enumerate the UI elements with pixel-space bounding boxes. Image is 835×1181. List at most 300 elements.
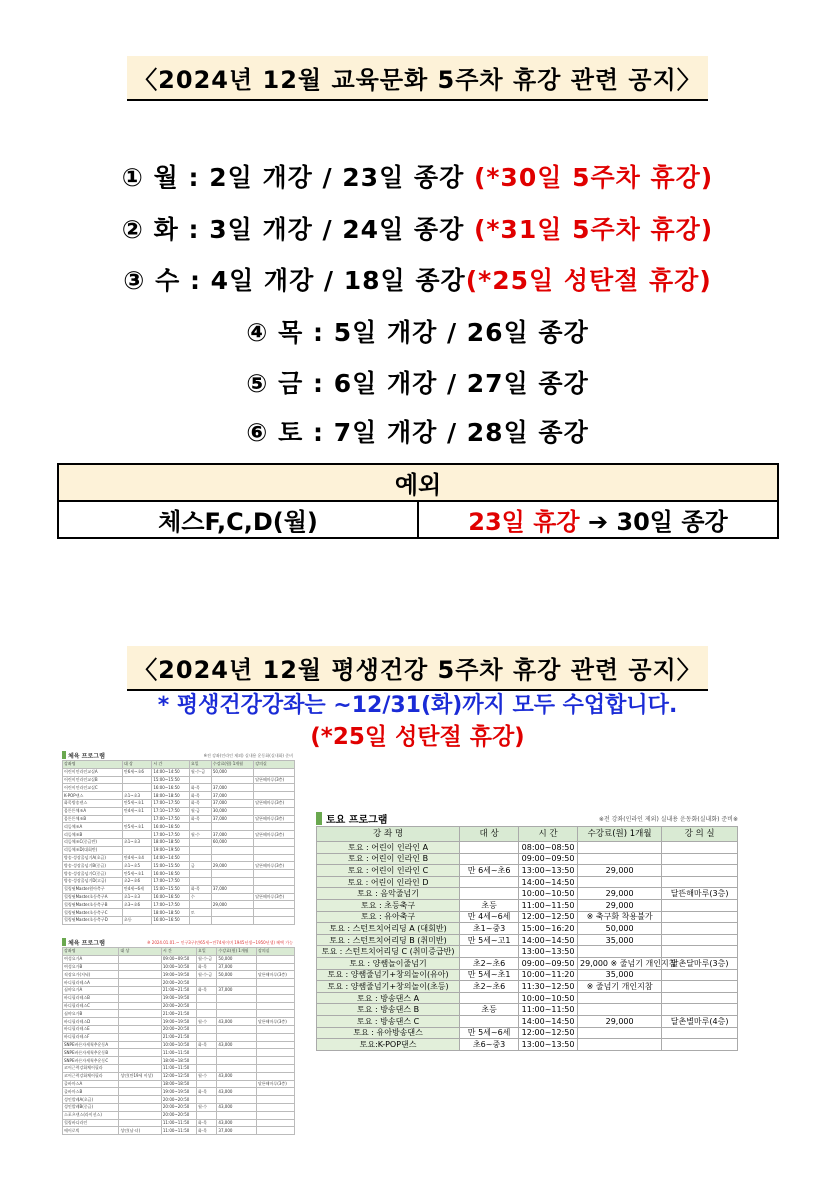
notice2-title-wrap [0, 646, 835, 691]
table-cell [119, 1096, 162, 1104]
table-cell: SNPE바른자세척추운동A [63, 1041, 119, 1049]
caption-marker-icon [316, 812, 322, 825]
table-cell: 달뜬해마루(3층) [256, 1080, 294, 1088]
table-cell: 10:00~11:20 [519, 969, 578, 981]
table-cell [119, 1080, 162, 1088]
table-cell: 힐링바디라인 [63, 1119, 119, 1127]
table-cell [122, 784, 151, 792]
table-header-row [63, 948, 295, 956]
table-cell: 달뜬해마루(3층) [254, 776, 295, 784]
table-row [63, 955, 295, 963]
table-row [63, 784, 295, 792]
saturday-program [316, 810, 738, 1051]
table-cell: 토요 : 유아방송댄스 [317, 1027, 460, 1039]
table-cell [189, 916, 211, 924]
table-cell [189, 776, 211, 784]
table-cell [119, 1119, 162, 1127]
line-text: ⑤ 금 : 6일 개강 / 27일 종강 [246, 369, 589, 398]
table-cell [662, 1027, 738, 1039]
table-cell [119, 1064, 162, 1072]
table-cell: 14:00~14:50 [152, 768, 190, 776]
table-cell [254, 870, 295, 878]
table-cell [254, 885, 295, 893]
table-cell [578, 842, 662, 854]
table-cell [578, 853, 662, 865]
table-cell: 초등 [460, 1004, 519, 1016]
table-cell: 13:00~13:50 [519, 865, 578, 877]
table-cell [122, 831, 151, 839]
column-header: 요일 [196, 948, 216, 956]
table-cell [662, 969, 738, 981]
table-cell: 힐링핏Master초등축구D [63, 916, 123, 924]
line-text: ⑥ 토 : 7일 개강 / 28일 종강 [246, 418, 589, 447]
table-cell: SNPE바른자세척추운동C [63, 1057, 119, 1065]
table-cell [217, 1096, 257, 1104]
table-cell: 17:10~17:50 [152, 807, 190, 815]
table-cell [189, 838, 211, 846]
table-cell: 토요 : 방송댄스 A [317, 992, 460, 1004]
table-cell [578, 992, 662, 1004]
table-cell [254, 877, 295, 885]
table-cell: 43,000 [217, 1018, 257, 1026]
table-cell: 방송·성장줄넘기A(초급) [63, 854, 123, 862]
table-cell: 37,000 [211, 799, 253, 807]
table-cell: 17:00~17:50 [152, 815, 190, 823]
table-cell [256, 1010, 294, 1018]
table-cell [256, 1064, 294, 1072]
table-cell: 리듬체조D(대회반) [63, 846, 123, 854]
table-cell: 초1~초5 [122, 862, 151, 870]
table-cell: 에어로빅 [63, 1127, 119, 1135]
table-cell: 15:00~15:50 [152, 776, 190, 784]
table-cell [662, 981, 738, 993]
table-cell [189, 901, 211, 909]
table-row [317, 934, 738, 946]
column-header: 수강료(원) 1개월 [211, 761, 253, 769]
table-cell: 리듬체조C(중급반) [63, 838, 123, 846]
table-cell: 화·목 [189, 799, 211, 807]
table-cell: 토요 : 어린이 인라인 B [317, 853, 460, 865]
table-row [63, 846, 295, 854]
table-cell: 토요 : 양쌤놀이줄넘기 [317, 957, 460, 969]
table-cell: 월·수·금 [189, 768, 211, 776]
table-cell [662, 865, 738, 877]
table-row [63, 963, 295, 971]
table-cell [211, 870, 253, 878]
table-cell: 성인(남·녀) [119, 1127, 162, 1135]
table-row [63, 1041, 295, 1049]
table-cell [662, 934, 738, 946]
table-cell: 줄바마스B [63, 1088, 119, 1096]
table-cell: 화·목 [196, 1127, 216, 1135]
table-cell [119, 986, 162, 994]
table-cell: 37,000 [217, 1127, 257, 1135]
table-row [317, 957, 738, 969]
notice1-line-4 [0, 313, 835, 349]
table-cell: 43,000 [217, 1103, 257, 1111]
notice2-subtitle: * 평생건강강좌는 ~12/31(화)까지 모두 수업합니다. [157, 693, 678, 718]
table-cell [119, 1057, 162, 1065]
table-cell [256, 955, 294, 963]
table-cell: 29,000 [578, 865, 662, 877]
table-cell [460, 1015, 519, 1027]
table-cell: 29,000 ※ 줄넘기 개인지참 [578, 957, 662, 969]
table-cell: 11:00~11:50 [161, 1119, 196, 1127]
table-cell: 15:00~15:50 [152, 885, 190, 893]
table-cell: 만6세~초6 [122, 768, 151, 776]
table-cell: 13:00~13:50 [519, 946, 578, 958]
table-cell: 09:00~09:50 [161, 955, 196, 963]
table-cell: 29,000 [578, 899, 662, 911]
table-cell [196, 979, 216, 987]
table-cell: 20:00~20:50 [161, 1103, 196, 1111]
table-cell [256, 1025, 294, 1033]
table-cell [254, 784, 295, 792]
table-cell [196, 1049, 216, 1057]
table-row [317, 1004, 738, 1016]
table-row [317, 923, 738, 935]
saturday-table [316, 826, 738, 1051]
table-cell: 바디필라테스F [63, 1033, 119, 1041]
table-row [63, 854, 295, 862]
line-text: ③ 수 : 4일 개강 / 18일 종강 [123, 266, 466, 295]
table-cell [119, 1111, 162, 1119]
table-row [63, 893, 295, 901]
table-cell: 초1~초3 [122, 893, 151, 901]
table-cell: 토요 : 스턴트치어리딩 C (취미증급반) [317, 946, 460, 958]
table-cell: 토 [189, 909, 211, 917]
table-row [63, 885, 295, 893]
table-cell: 35,000 [578, 934, 662, 946]
table-cell: 초2~초6 [460, 957, 519, 969]
table-cell: 29,000 [578, 888, 662, 900]
table-cell: 20:00~20:50 [161, 1096, 196, 1104]
table-cell [578, 876, 662, 888]
table-cell: 12:00~12:50 [519, 1027, 578, 1039]
table-row [63, 823, 295, 831]
notice2-subtitle-holiday: (*25일 성탄절 휴강) [310, 724, 525, 750]
caption-marker-icon [62, 938, 66, 946]
table-cell: 11:00~11:50 [161, 1064, 196, 1072]
table-cell: 10:00~10:50 [519, 888, 578, 900]
table-cell: 심야요가B [63, 1010, 119, 1018]
table-cell: 11:00~11:50 [519, 899, 578, 911]
table-cell [217, 1080, 257, 1088]
table-row [63, 1018, 295, 1026]
table-cell: 37,000 [211, 815, 253, 823]
table-cell: 토요 : 양쌤줄넘기+창의놀이(유아) [317, 969, 460, 981]
table-cell [196, 1096, 216, 1104]
table-cell: 토요 : 양쌤줄넘기+창의놀이(초등) [317, 981, 460, 993]
exception-detail [418, 501, 778, 538]
table-row [63, 838, 295, 846]
table-row [63, 979, 295, 987]
table-row [63, 799, 295, 807]
table-cell: 43,000 [217, 1119, 257, 1127]
exception-header: 예외 [58, 464, 778, 501]
table-cell: 월·수 [196, 1018, 216, 1026]
table-cell [256, 1049, 294, 1057]
table-cell [196, 1064, 216, 1072]
table-cell [119, 1103, 162, 1111]
table-cell: 만 5세~6세 [460, 1027, 519, 1039]
table-cell: 힐링핏Master초등축구B [63, 901, 123, 909]
table-cell: 코어근력강화체어필라 [63, 1072, 119, 1080]
table-cell [217, 1049, 257, 1057]
table-cell: 초1~초3 [122, 792, 151, 800]
table-cell [119, 1088, 162, 1096]
table-cell: 방송·성장줄넘기D(고급) [63, 877, 123, 885]
table-cell: 만5세~초1 [122, 799, 151, 807]
table-cell: 만 5세~고1 [460, 934, 519, 946]
table-cell [189, 870, 211, 878]
table-cell [662, 946, 738, 958]
caption-marker-icon [62, 751, 66, 759]
table-cell [256, 1002, 294, 1010]
table-cell: 달뜬해마루(3층) [254, 815, 295, 823]
table-cell: 12:00~12:50 [161, 1072, 196, 1080]
table-cell [196, 994, 216, 1002]
table-row [317, 1027, 738, 1039]
notice1-line-5 [0, 364, 835, 400]
notice1-line-1 [0, 158, 835, 194]
table-cell: 29,000 [211, 862, 253, 870]
table-cell: 29,000 [211, 901, 253, 909]
table-cell: 바디필라테스D [63, 1018, 119, 1026]
table-cell: 토요 : 초등축구 [317, 899, 460, 911]
column-header: 시 간 [161, 948, 196, 956]
table-cell: 14:00~14:50 [152, 854, 190, 862]
table-cell: 20:00~20:50 [161, 1025, 196, 1033]
table-cell: 만 4세~6세 [460, 911, 519, 923]
table-cell: 토요 : 어린이 인라인 A [317, 842, 460, 854]
table-row [63, 1010, 295, 1018]
table-row [317, 1039, 738, 1051]
table-cell: 16:00~16:50 [152, 784, 190, 792]
table-cell: 18:00~18:50 [152, 792, 190, 800]
caption-text: 체육 프로그램 [68, 752, 105, 760]
table-cell: 18:00~18:50 [152, 838, 190, 846]
table-cell [119, 971, 162, 979]
table-cell: 달뜬해마루(3층) [256, 1018, 294, 1026]
table-cell: 21:00~21:50 [161, 1033, 196, 1041]
schedule-weekday-table [62, 760, 295, 925]
table-cell: 37,000 [217, 986, 257, 994]
notice1-title: 〈2024년 12월 교육문화 5주차 휴강 관련 공지〉 [127, 56, 708, 101]
table-cell: 방송·성장줄넘기B(중급) [63, 862, 123, 870]
line-holiday: (*25일 성탄절 휴강) [465, 266, 712, 295]
table-cell: 50,000 [211, 768, 253, 776]
table-header-row [317, 827, 738, 842]
table-cell [254, 901, 295, 909]
table-cell: 29,000 [578, 1015, 662, 1027]
table-cell: 화·목 [189, 815, 211, 823]
table-cell: 달뜬해마루(3층) [254, 799, 295, 807]
table-cell: 11:00~11:50 [161, 1049, 196, 1057]
table-cell: 10:00~10:50 [519, 992, 578, 1004]
table-row [317, 992, 738, 1004]
table-cell: 11:00~11:50 [519, 1004, 578, 1016]
table-row [317, 981, 738, 993]
table-row [63, 1033, 295, 1041]
table-cell: 20:00~20:50 [161, 979, 196, 987]
table-row [317, 946, 738, 958]
arrow-right-icon: ➔ [587, 508, 609, 536]
table-cell: 여성요가B [63, 963, 119, 971]
table-cell: 43,000 [217, 1041, 257, 1049]
table-cell: 줄바마스A [63, 1080, 119, 1088]
table-cell [254, 792, 295, 800]
column-header: 대 상 [122, 761, 151, 769]
table-cell [122, 776, 151, 784]
table-cell: 14:00~14:50 [519, 876, 578, 888]
table-cell [254, 823, 295, 831]
table-cell [119, 1049, 162, 1057]
table-cell [217, 1002, 257, 1010]
column-header: 수강료(원) 1개월 [217, 948, 257, 956]
column-header: 강좌명 [63, 948, 119, 956]
table-cell: 화·목 [196, 1119, 216, 1127]
table-cell [119, 955, 162, 963]
table-cell [460, 992, 519, 1004]
table-cell: 토요 : 어린이 인라인 D [317, 876, 460, 888]
table-cell [119, 1002, 162, 1010]
table-row [63, 901, 295, 909]
table-cell: 21:00~21:50 [161, 986, 196, 994]
table-cell [662, 911, 738, 923]
table-cell: 바디필라테스B [63, 994, 119, 1002]
table-cell: 16:00~16:50 [152, 916, 190, 924]
table-row [63, 1064, 295, 1072]
table-cell: SNPE바른자세척추운동B [63, 1049, 119, 1057]
column-header: 강좌명 [63, 761, 123, 769]
table-cell [211, 854, 253, 862]
table-cell: 30,000 [211, 807, 253, 815]
table-cell: 20:00~20:50 [161, 1111, 196, 1119]
table-row [63, 877, 295, 885]
table-cell: 화·목 [196, 986, 216, 994]
table-cell: 스포츠댄스(라이선스) [63, 1111, 119, 1119]
table-cell: 60,000 [211, 838, 253, 846]
line-holiday: (*31일 5주차 휴강) [473, 215, 714, 244]
table-cell [460, 888, 519, 900]
table-cell [256, 1072, 294, 1080]
table-cell: 직장요가(저녁) [63, 971, 119, 979]
column-header: 대 상 [460, 827, 519, 842]
table-cell [196, 1080, 216, 1088]
table-cell: 토요 : 유아축구 [317, 911, 460, 923]
table-cell: 토요 : 방송댄스 B [317, 1004, 460, 1016]
table-row [63, 1057, 295, 1065]
table-cell [256, 1033, 294, 1041]
table-row [317, 865, 738, 877]
table-row [63, 1119, 295, 1127]
notice1-line-6 [0, 413, 835, 449]
table-cell: 35,000 [578, 969, 662, 981]
table-cell: 만5세~초1 [122, 823, 151, 831]
table-cell: 37,000 [211, 831, 253, 839]
table-cell: 몸튼튼체조A [63, 807, 123, 815]
table-cell [256, 979, 294, 987]
table-cell: 성인발레A(초급) [63, 1096, 119, 1104]
table-cell [119, 963, 162, 971]
table-cell: 13:00~13:50 [519, 1039, 578, 1051]
table-cell [578, 1004, 662, 1016]
table-cell [211, 776, 253, 784]
table-row [63, 1080, 295, 1088]
table-cell: 15:00~16:20 [519, 923, 578, 935]
table-cell: 달뜬해마루(3층) [254, 893, 295, 901]
table-cell: 수 [189, 893, 211, 901]
table-cell [196, 1033, 216, 1041]
table-cell [119, 979, 162, 987]
table-cell: 달뜬해마루(3층) [662, 888, 738, 900]
table-cell [189, 877, 211, 885]
table-cell [211, 909, 253, 917]
column-header: 요일 [189, 761, 211, 769]
table-cell [256, 1057, 294, 1065]
table-cell [196, 1025, 216, 1033]
table-cell: 만 6세~초6 [460, 865, 519, 877]
table-cell: 토요 : 방송댄스 C [317, 1015, 460, 1027]
table-cell: 힐링핏Master원아축구 [63, 885, 123, 893]
table-cell: K-POP댄스 [63, 792, 123, 800]
table-cell [662, 1039, 738, 1051]
table-cell: 만5세~초1 [122, 870, 151, 878]
table-cell: 월·수 [196, 1072, 216, 1080]
table-row [317, 888, 738, 900]
table-cell [122, 846, 151, 854]
table-cell: 어린이인라인교실C [63, 784, 123, 792]
table-cell [256, 1111, 294, 1119]
table-row [63, 862, 295, 870]
table-cell: 18:00~18:50 [161, 1080, 196, 1088]
table-row [317, 853, 738, 865]
exception-end: 30일 종강 [608, 508, 728, 536]
table-cell: 19:00~19:50 [152, 846, 190, 854]
table-cell [460, 946, 519, 958]
table-cell: 37,000 [217, 963, 257, 971]
table-cell: 성인(만19세 이상) [119, 1072, 162, 1080]
table-cell [217, 1025, 257, 1033]
table-cell [254, 838, 295, 846]
table-cell: 43,000 [217, 1072, 257, 1080]
schedule-note: ※전 강좌(인라인 제외) 실내용 운동화(실내화) 준비 [203, 753, 293, 758]
table-cell [189, 823, 211, 831]
table-cell [256, 1041, 294, 1049]
table-cell: 월·수 [189, 831, 211, 839]
table-cell: 16:00~16:50 [152, 893, 190, 901]
table-cell [119, 1033, 162, 1041]
table-row [63, 1072, 295, 1080]
table-cell: 여성요가A [63, 955, 119, 963]
table-cell [578, 946, 662, 958]
table-row [63, 916, 295, 924]
table-cell: 달뜬해마루(3층) [256, 971, 294, 979]
table-cell: 바디필라테스C [63, 1002, 119, 1010]
table-cell: 달뜬해마루(3층) [254, 862, 295, 870]
table-cell: 방송·성장줄넘기C(중급) [63, 870, 123, 878]
table-cell: 월·수 [196, 1103, 216, 1111]
table-cell [256, 1127, 294, 1135]
table-cell [256, 963, 294, 971]
table-cell: 만 5세~초1 [460, 969, 519, 981]
table-cell: 11:30~12:50 [519, 981, 578, 993]
table-cell: ※ 축구화 착용불가 [578, 911, 662, 923]
table-cell [578, 1039, 662, 1051]
table-cell: 초3~초6 [122, 901, 151, 909]
table-row [63, 971, 295, 979]
